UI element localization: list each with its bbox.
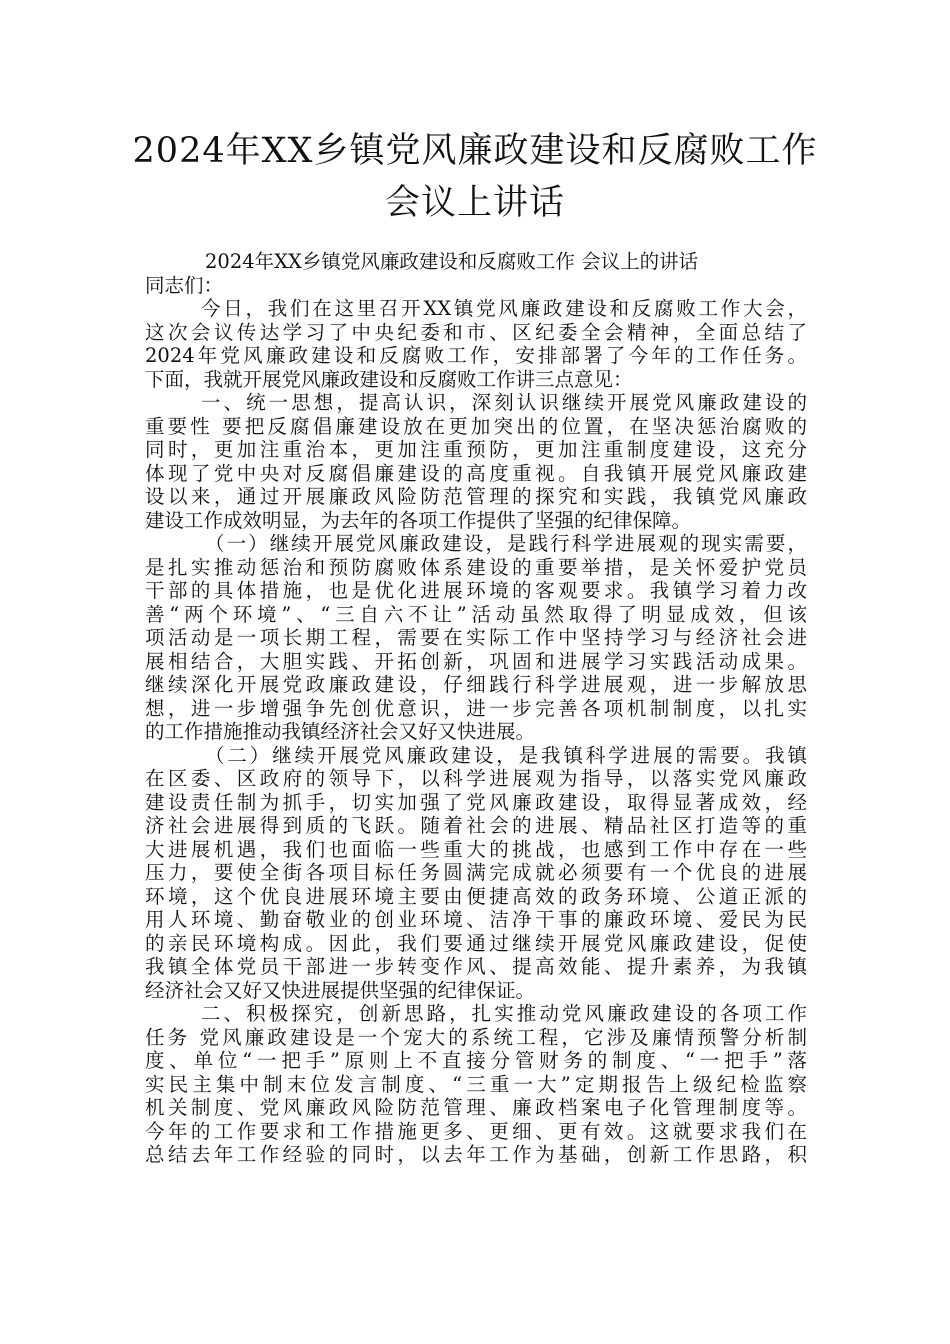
body-line: 这次会议传达学习了中央纪委和市、区纪委全会精神，全面总结了 <box>145 320 807 344</box>
body-line: 用人环境、勤奋敬业的创业环境、洁净干事的廉政环境、爱民为民 <box>145 908 807 931</box>
body-line: 今年的工作要求和工作措施更多、更细、更有效。这就要求我们在 <box>145 1119 807 1143</box>
body-line: 在区委、区政府的领导下，以科学进展观为指导，以落实党风廉政 <box>145 767 807 790</box>
body-line: 度、单位“一把手”原则上不直接分管财务的制度、“一把手”落 <box>145 1049 807 1072</box>
body-line: 2024年党风廉政建设和反腐败工作，安排部署了今年的工作任务。 <box>145 344 807 367</box>
document-title-line-2: 会议上讲话 <box>384 183 565 223</box>
body-line: 压力，要使全街各项目标任务圆满完成就必须要有一个优良的进展 <box>145 861 807 884</box>
body-line: 继续深化开展党政廉政建设，仔细践行科学进展观，进一步解放思 <box>145 673 807 696</box>
document-title-line-1: 2024年XX乡镇党风廉政建设和反腐败工作 <box>132 131 818 171</box>
body-line: 体现了党中央对反腐倡廉建设的高度重视。自我镇开展党风廉政建 <box>145 461 807 485</box>
body-line: 机关制度、党风廉政风险防范管理、廉政档案电子化管理制度等。 <box>145 1096 807 1119</box>
body-line: 总结去年工作经验的同时，以去年工作为基础，创新工作思路，积 <box>145 1143 807 1166</box>
body-line: 同志们： <box>145 273 224 297</box>
body-line: 经济社会又好又快进展提供坚强的纪律保证。 <box>145 978 536 1002</box>
body-line: 设以来，通过开展廉政风险防范管理的探究和实践，我镇党风廉政 <box>145 485 807 508</box>
body-line: 环境，这个优良进展环境主要由便捷高效的政务环境、公道正派的 <box>145 884 807 908</box>
body-line: 大进展机遇，我们也面临一些重大的挑战，也感到工作中存在一些 <box>145 837 807 861</box>
body-line: 的亲民环境构成。因此，我们要通过继续开展党风廉政建设，促使 <box>145 931 807 955</box>
body-line: 善“两个环境”、“三自六不让”活动虽然取得了明显成效，但该 <box>145 602 807 626</box>
body-line: 济社会进展得到质的飞跃。随着社会的进展、精品社区打造等的重 <box>145 814 807 837</box>
body-line: 项活动是一项长期工程，需要在实际工作中坚持学习与经济社会进 <box>145 626 807 649</box>
body-line: 干部的具体措施，也是优化进展环境的客观要求。我镇学习着力改 <box>145 579 807 602</box>
document-body <box>145 250 807 1167</box>
body-line: 实民主集中制末位发言制度、“三重一大”定期报告上级纪检监察 <box>145 1072 807 1096</box>
body-line: 想，进一步增强争先创优意识，进一步完善各项机制制度，以扎实 <box>145 696 807 720</box>
body-line: 2024年XX乡镇党风廉政建设和反腐败工作 会议上的讲话 <box>205 250 699 273</box>
body-line: 建设工作成效明显，为去年的各项工作提供了坚强的纪律保障。 <box>145 508 692 532</box>
body-line: 一、统一思想，提高认识，深刻认识继续开展党风廉政建设的 <box>201 391 807 414</box>
body-line: 下面，我就开展党风廉政建设和反腐败工作讲三点意见： <box>145 367 633 391</box>
body-line: 同时，更加注重治本，更加注重预防，更加注重制度建设，这充分 <box>145 438 807 461</box>
body-line: （一）继续开展党风廉政建设，是践行科学进展观的现实需要， <box>205 532 807 555</box>
body-line: 建设责任制为抓手，切实加强了党风廉政建设，取得显著成效，经 <box>145 790 807 814</box>
body-line: 我镇全体党员干部进一步转变作风、提高效能、提升素养，为我镇 <box>145 955 807 978</box>
body-line: 二、积极探究，创新思路，扎实推动党风廉政建设的各项工作 <box>201 1002 807 1025</box>
body-line: 展相结合，大胆实践、开拓创新，巩固和进展学习实践活动成果。 <box>145 649 807 673</box>
body-line: 重要性 要把反腐倡廉建设放在更加突出的位置，在坚决惩治腐败的 <box>145 414 807 438</box>
body-line: 的工作措施推动我镇经济社会又好又快进展。 <box>145 720 536 743</box>
body-line: 任务 党风廉政建设是一个宠大的系统工程，它涉及廉情预警分析制 <box>145 1025 807 1049</box>
body-line: 今日，我们在这里召开XX镇党风廉政建设和反腐败工作大会， <box>201 297 807 320</box>
body-line: （二）继续开展党风廉政建设，是我镇科学进展的需要。我镇 <box>205 743 807 767</box>
body-line: 是扎实推动惩治和预防腐败体系建设的重要举措，是关怀爱护党员 <box>145 555 807 579</box>
